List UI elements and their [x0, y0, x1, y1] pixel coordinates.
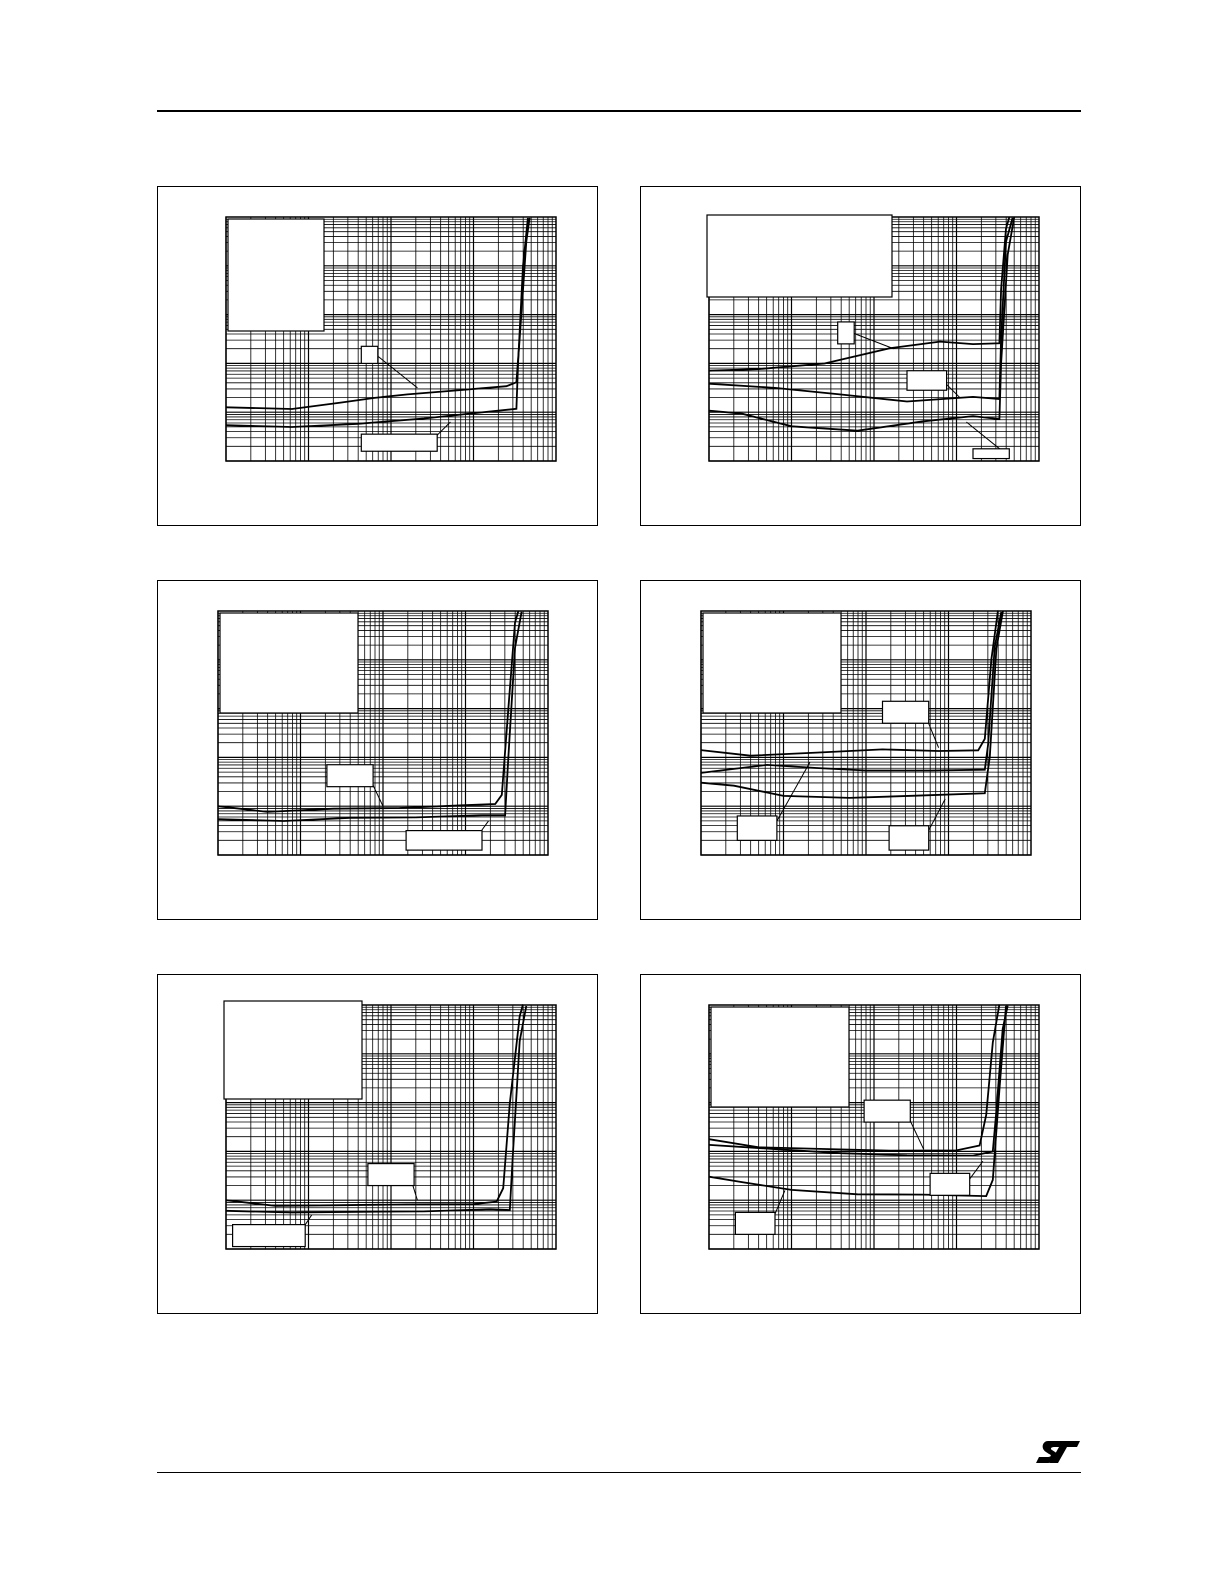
- chart-fig2: [641, 187, 1082, 527]
- chart-fig4: [641, 581, 1082, 921]
- callout-box: [889, 826, 929, 850]
- figure-panel: [157, 580, 598, 920]
- callout-box: [838, 322, 855, 344]
- legend-box: [707, 215, 892, 297]
- legend-box: [228, 219, 324, 331]
- callout-leader: [853, 333, 894, 349]
- callout-box: [737, 816, 777, 840]
- callout-box: [930, 1173, 970, 1195]
- chart-fig5: [158, 975, 599, 1315]
- callout-box: [406, 831, 482, 851]
- chart-fig6: [641, 975, 1082, 1315]
- plot-area: [226, 217, 556, 461]
- chart-fig1: [158, 187, 599, 527]
- plot-area: [701, 610, 1031, 855]
- plot-area: [224, 1001, 556, 1249]
- figure-panel: [157, 186, 598, 526]
- callout-box: [327, 765, 373, 787]
- figure-panel: [157, 974, 598, 1314]
- figure-panel: [640, 186, 1081, 526]
- figure-panel: [640, 580, 1081, 920]
- callout-box: [883, 701, 929, 723]
- st-logo-icon: [1034, 1439, 1082, 1465]
- callout-box: [864, 1100, 910, 1122]
- callout-box: [361, 346, 378, 363]
- callout-box: [368, 1164, 414, 1186]
- legend-box: [703, 613, 841, 713]
- legend-box: [220, 613, 358, 713]
- legend-box: [711, 1007, 849, 1107]
- header-rule: [157, 110, 1081, 112]
- figure-panel: [640, 974, 1081, 1314]
- footer-rule: [157, 1472, 1081, 1473]
- callout-box: [973, 449, 1009, 459]
- callout-box: [361, 434, 437, 451]
- callout-box: [907, 371, 947, 391]
- plot-area: [707, 215, 1039, 461]
- callout-box: [735, 1212, 775, 1234]
- plot-area: [218, 611, 548, 855]
- chart-fig3: [158, 581, 599, 921]
- legend-box: [224, 1001, 362, 1099]
- callout-box: [233, 1225, 306, 1247]
- plot-area: [709, 1004, 1039, 1249]
